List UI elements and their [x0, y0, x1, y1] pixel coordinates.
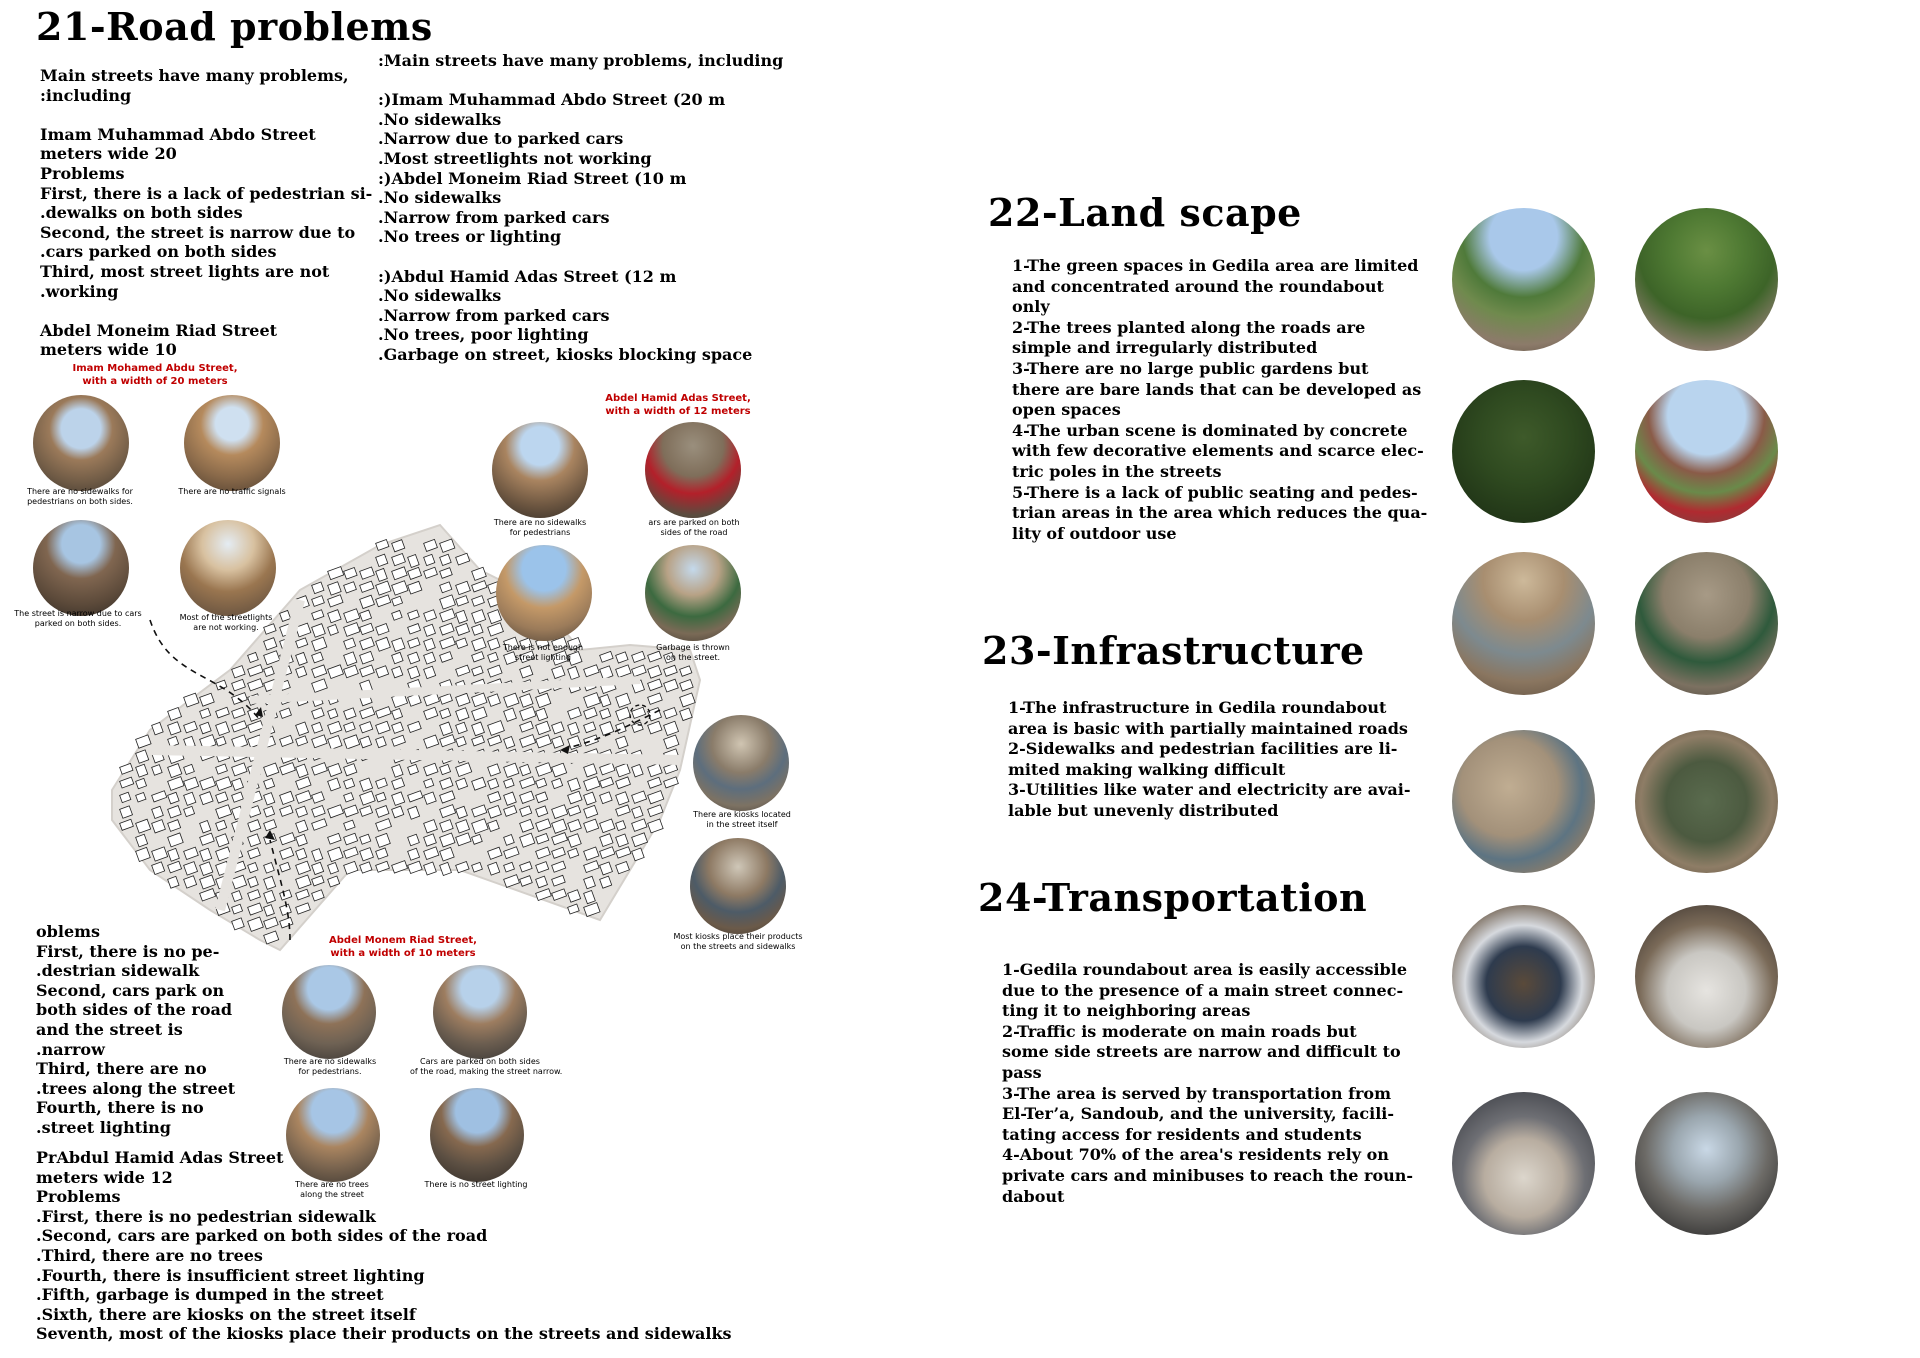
photo-infra-1: [1452, 552, 1595, 695]
caption-c13: There are no trees along the street: [295, 1180, 369, 1199]
road-col-a-line: Abdel Moneim Riad Street: [40, 320, 278, 340]
photo-imam-4: [180, 520, 276, 616]
road-col-d-line: .Second, cars are parked on both sides of the road: [36, 1226, 488, 1246]
landscape-line: 2-The trees planted along the roads are: [1012, 317, 1366, 337]
infrastructure-line: lable but unevenly distributed: [1008, 800, 1279, 820]
photo-hamid-1: [492, 422, 588, 518]
infrastructure-text: [1008, 698, 1411, 822]
label-abdel-hamid-street: Abdel Hamid Adas Street, with a width of 12 meters: [605, 393, 751, 417]
road-col-d-line: PrAbdul Hamid Adas Street: [36, 1148, 284, 1167]
transportation-line: tating access for residents and students: [1002, 1124, 1362, 1144]
road-col-a-line: meters wide 20: [40, 144, 177, 164]
road-col-b-line: .No sidewalks: [378, 188, 502, 208]
transportation-line: 3-The area is served by transportation from: [1002, 1083, 1392, 1103]
photo-landscape-4: [1635, 380, 1778, 523]
transportation-line: due to the presence of a main street connec-: [1002, 980, 1404, 1000]
transportation-line: El-Ter’a, Sandoub, and the university, facili-: [1002, 1104, 1395, 1124]
road-col-a-line: Imam Muhammad Abdo Street: [40, 124, 316, 144]
caption-c12: Cars are parked on both sides of the road, making the street narrow.: [410, 1057, 563, 1076]
road-col-c-line: Third, there are no: [36, 1059, 207, 1079]
photo-monem-1: [282, 965, 376, 1059]
photo-imam-2: [184, 395, 280, 491]
road-col-b-line: .No sidewalks: [378, 109, 502, 129]
landscape-line: tric poles in the streets: [1012, 461, 1222, 481]
landscape-line: 1-The green spaces in Gedila area are limited: [1012, 256, 1419, 275]
transportation-line: pass: [1002, 1062, 1042, 1082]
road-col-d-line: .Fourth, there is insufficient street lighting: [36, 1265, 425, 1285]
photo-landscape-3: [1452, 380, 1595, 523]
landscape-line: lity of outdoor use: [1012, 523, 1177, 543]
caption-c10: Most kiosks place their products on the streets and sidewalks: [673, 932, 803, 951]
caption-c4: Most of the streetlights are not working.: [179, 613, 273, 632]
road-col-c-line: .street lighting: [36, 1117, 171, 1137]
landscape-line: there are bare lands that can be developed as: [1012, 379, 1422, 399]
road-col-c-line: .destrian sidewalk: [36, 961, 200, 981]
road-col-c-line: both sides of the road: [36, 1000, 233, 1020]
caption-c2: There are no traffic signals: [178, 487, 286, 496]
transportation-text: [1002, 960, 1413, 1207]
road-col-a-line: .dewalks on both sides: [40, 203, 243, 223]
transportation-line: 2-Traffic is moderate on main roads but: [1002, 1021, 1357, 1041]
caption-c11: There are no sidewalks for pedestrians.: [283, 1057, 377, 1076]
transportation-line: 4-About 70% of the area's residents rely on: [1002, 1145, 1389, 1165]
road-col-b-line: :)Abdul Hamid Adas Street (12 m: [378, 266, 677, 286]
road-text-column-a: [40, 66, 372, 360]
road-col-b-line: :)Imam Muhammad Abdo Street (20 m: [378, 90, 726, 110]
road-col-c-line: and the street is: [36, 1019, 183, 1039]
landscape-line: 4-The urban scene is dominated by concrete: [1012, 420, 1408, 440]
road-col-a-line: :including: [40, 85, 132, 105]
road-col-a-line: First, there is a lack of pedestrian si-: [40, 183, 373, 203]
label-imam-street: Imam Mohamed Abdu Street, with a width of 20 meters: [72, 363, 238, 387]
road-col-a-line: [40, 301, 372, 321]
landscape-line: 5-There is a lack of public seating and pedes-: [1012, 482, 1418, 502]
caption-c6: ars are parked on both sides of the road: [648, 518, 740, 537]
road-col-b-line: .No trees or lighting: [378, 227, 562, 247]
road-col-b-line: .No sidewalks: [378, 286, 502, 306]
road-col-d-line: .Fifth, garbage is dumped in the street: [36, 1285, 384, 1305]
road-problems-title: 21-Road problems: [36, 4, 433, 49]
road-col-b-line: [378, 71, 783, 91]
road-text-column-b: [378, 51, 783, 365]
caption-c1: There are no sidewalks for pedestrians on both sides.: [27, 487, 133, 506]
photo-transport-2: [1635, 905, 1778, 1048]
photo-kiosk-1: [693, 715, 789, 811]
caption-c9: There are kiosks located in the street itself: [693, 810, 791, 829]
landscape-line: open spaces: [1012, 400, 1121, 420]
photo-infra-4: [1635, 730, 1778, 873]
landscape-text: [1012, 256, 1427, 544]
road-col-d-line: .Third, there are no trees: [36, 1245, 263, 1265]
road-col-d-line: Problems: [36, 1187, 121, 1207]
road-col-a-line: .cars parked on both sides: [40, 242, 277, 262]
landscape-line: simple and irregularly distributed: [1012, 338, 1318, 358]
road-col-c-line: Second, cars park on: [36, 980, 225, 1000]
road-col-a-line: Third, most street lights are not: [40, 261, 330, 281]
caption-c7: There is not enough street lighting: [502, 643, 584, 662]
road-col-b-line: .Garbage on street, kiosks blocking space: [378, 344, 753, 364]
road-col-d-line: .Sixth, there are kiosks on the street itself: [36, 1304, 416, 1324]
label-abdel-monem-street: Abdel Monem Riad Street, with a width of 10 meters: [329, 935, 477, 959]
photo-kiosk-2: [690, 838, 786, 934]
photo-landscape-2: [1635, 208, 1778, 351]
road-col-a-line: Problems: [40, 163, 125, 183]
photo-monem-2: [433, 965, 527, 1059]
road-col-a-line: Main streets have many problems,: [40, 66, 349, 85]
infrastructure-line: area is basic with partially maintained roads: [1008, 718, 1408, 738]
road-col-b-line: .Narrow due to parked cars: [378, 129, 624, 149]
photo-hamid-4: [645, 545, 741, 641]
photo-hamid-2: [645, 422, 741, 518]
transportation-line: dabout: [1002, 1186, 1065, 1206]
road-text-column-d: [36, 1148, 732, 1344]
photo-transport-1: [1452, 905, 1595, 1048]
road-col-c-line: .narrow: [36, 1039, 105, 1059]
transportation-line: ting it to neighboring areas: [1002, 1001, 1251, 1021]
photo-transport-4: [1635, 1092, 1778, 1235]
infrastructure-line: 3-Utilities like water and electricity are avai-: [1008, 780, 1411, 800]
road-col-a-line: Second, the street is narrow due to: [40, 222, 356, 242]
landscape-line: 3-There are no large public gardens but: [1012, 358, 1369, 378]
caption-c3: The street is narrow due to cars parked on both sides.: [14, 609, 142, 628]
road-col-a-line: .working: [40, 281, 119, 301]
road-col-d-line: Seventh, most of the kiosks place their products on the streets and sidewalks: [36, 1324, 732, 1344]
road-text-column-c: [36, 922, 235, 1138]
landscape-line: and concentrated around the roundabout: [1012, 276, 1384, 296]
road-col-d-line: .First, there is no pedestrian sidewalk: [36, 1206, 376, 1226]
caption-c14: There is no street lighting: [424, 1180, 528, 1189]
landscape-line: only: [1012, 297, 1050, 317]
road-col-a-line: [40, 105, 372, 125]
road-col-d-line: meters wide 12: [36, 1167, 173, 1187]
photo-infra-2: [1635, 552, 1778, 695]
road-col-c-line: Fourth, there is no: [36, 1098, 204, 1118]
road-col-b-line: .Most streetlights not working: [378, 148, 652, 168]
infrastructure-title: 23-Infrastructure: [982, 628, 1365, 673]
photo-imam-1: [33, 395, 129, 491]
road-col-c-line: .trees along the street: [36, 1078, 236, 1098]
caption-c8: Garbage is thrown on the street.: [656, 643, 730, 662]
photo-transport-3: [1452, 1092, 1595, 1235]
road-col-b-line: .Narrow from parked cars: [378, 207, 610, 227]
caption-c5: There are no sidewalks for pedestrians: [493, 518, 587, 537]
infrastructure-line: 2-Sidewalks and pedestrian facilities are li-: [1008, 739, 1398, 759]
transportation-title: 24-Transportation: [978, 875, 1368, 920]
photo-landscape-1: [1452, 208, 1595, 351]
road-col-a-line: meters wide 10: [40, 340, 177, 360]
road-col-b-line: .Narrow from parked cars: [378, 305, 610, 325]
transportation-line: private cars and minibuses to reach the roun-: [1002, 1165, 1414, 1185]
landscape-title: 22-Land scape: [988, 190, 1302, 235]
road-col-b-line: :)Abdel Moneim Riad Street (10 m: [378, 168, 687, 188]
photo-infra-3: [1452, 730, 1595, 873]
road-col-b-line: [378, 247, 783, 267]
transportation-line: 1-Gedila roundabout area is easily accessible: [1002, 960, 1407, 979]
landscape-line: with few decorative elements and scarce elec-: [1012, 441, 1424, 461]
infrastructure-line: mited making walking difficult: [1008, 759, 1286, 779]
road-col-b-line: .No trees, poor lighting: [378, 325, 589, 345]
photo-imam-3: [33, 520, 129, 616]
road-col-c-line: oblems: [36, 922, 101, 941]
infrastructure-line: 1-The infrastructure in Gedila roundabout: [1008, 698, 1387, 717]
road-col-b-line: :Main streets have many problems, including: [378, 51, 784, 70]
photo-hamid-3: [496, 545, 592, 641]
road-col-c-line: First, there is no pe-: [36, 941, 220, 961]
transportation-line: some side streets are narrow and difficult to: [1002, 1042, 1401, 1062]
landscape-line: trian areas in the area which reduces the qua-: [1012, 503, 1428, 523]
